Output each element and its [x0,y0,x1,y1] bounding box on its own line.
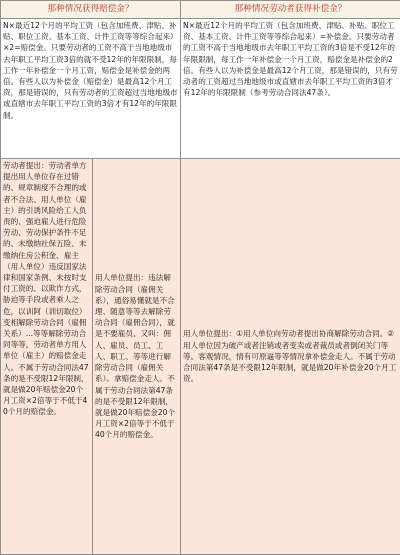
severance-formula-text: N×最近12个月的平均工资（包含加班费、津贴、补贴、职位工资、基本工资、计件工资等等综合起来）=补偿金。只要劳动者的工资不高于当地地级市去年职工平均工资的3倍是不受12年的年限限制，每工作一年补偿金一个月工资，赔偿金是补偿金的2倍。有些人以为补偿金是最高12个月工资，那是错误的，只有劳动者的工资超过当地地级市或直辖市去年职工平均工资的3倍才有12年的年限限制（参考劳动合同法47条）。 [183,21,398,98]
header-severance-question: 那种情况劳动者获得补偿金？ [181,1,400,19]
employee-initiated-text: 劳动者提出：劳动者单方提出用人单位存在过错的、规章制度不合理的或者不合法、用人单位（雇主）的引诱风险给工人负责的、强迫雇人进行危险劳动、劳动保护条件不足的、未缴纳社保五险、未缴纳住房公积金、雇主（用人单位）违反国家法律和国家条例、未按时支付工资的、以欺诈方式，胁迫等手段或者乘人之危，以训阿（训切取位）变相解除劳动合同（雇佣关系）...等等解除劳动合同等等，劳动者单方用人单位（雇主）的赔偿金走人。不属于劳动合同法47条的是不受限12年限制，就是做20年赔偿金20个月工资×2倍等于不低于40个月的赔偿金。 [3,161,89,417]
scenario-row [1,159,400,555]
header-row [1,1,400,19]
header-damages-question: 那种情况获得赔偿金？ [1,1,181,19]
damages-formula-text: N×最近12个月的平均工资（包含加班费、津贴、补贴、职位工资、基本工资、计件工资等等综合起来）×2=赔偿金。只要劳动者的工资不高于当地地级市去年职工平均工资3倍的就不受12年的年限限制，每工作一年补偿金一个月工资，赔偿金是补偿金的两倍。有些人以为补偿金（赔偿金）是最高12个月工资，那是错误的，只有劳动者的工资超过当地地级市或直辖市去年职工平均工资的3倍才有12年的年限限制。 [3,21,178,120]
damages-formula-cell [1,19,181,159]
employer-unlawful-text: 用人单位提出：违法解除劳动合同（雇佣关系），通俗易懂就是不合理、随意等等去解除劳动合同（雇佣合同），就是不要雇员、又叫：佣人、雇员、员工、工人、职工、等等进行解除劳动合同（雇佣关系）。拿赔偿金走人。不属于劳动合同法第47条的是不受限12年限制，就是做20年赔偿金20个月工资×2倍等于不低于40个月的赔偿金。 [95,273,176,440]
severance-formula-cell [181,19,400,159]
employer-negotiated-text: 用人单位提出：①用人单位向劳动者提出协商解除劳动合同。②用人单位因为破产或者注销或者变卖或者裁员或者倒闭关门等等。客观情况，情有可原逼等等情况拿补偿金走人。不属于劳动合同法第47条是不受限12年限制，就是做20年补偿金20个月工资。 [183,329,397,384]
employee-initiated-cell [1,159,93,555]
formula-row [1,19,400,159]
employer-negotiated-cell [181,159,400,555]
employer-unlawful-cell [93,159,181,555]
